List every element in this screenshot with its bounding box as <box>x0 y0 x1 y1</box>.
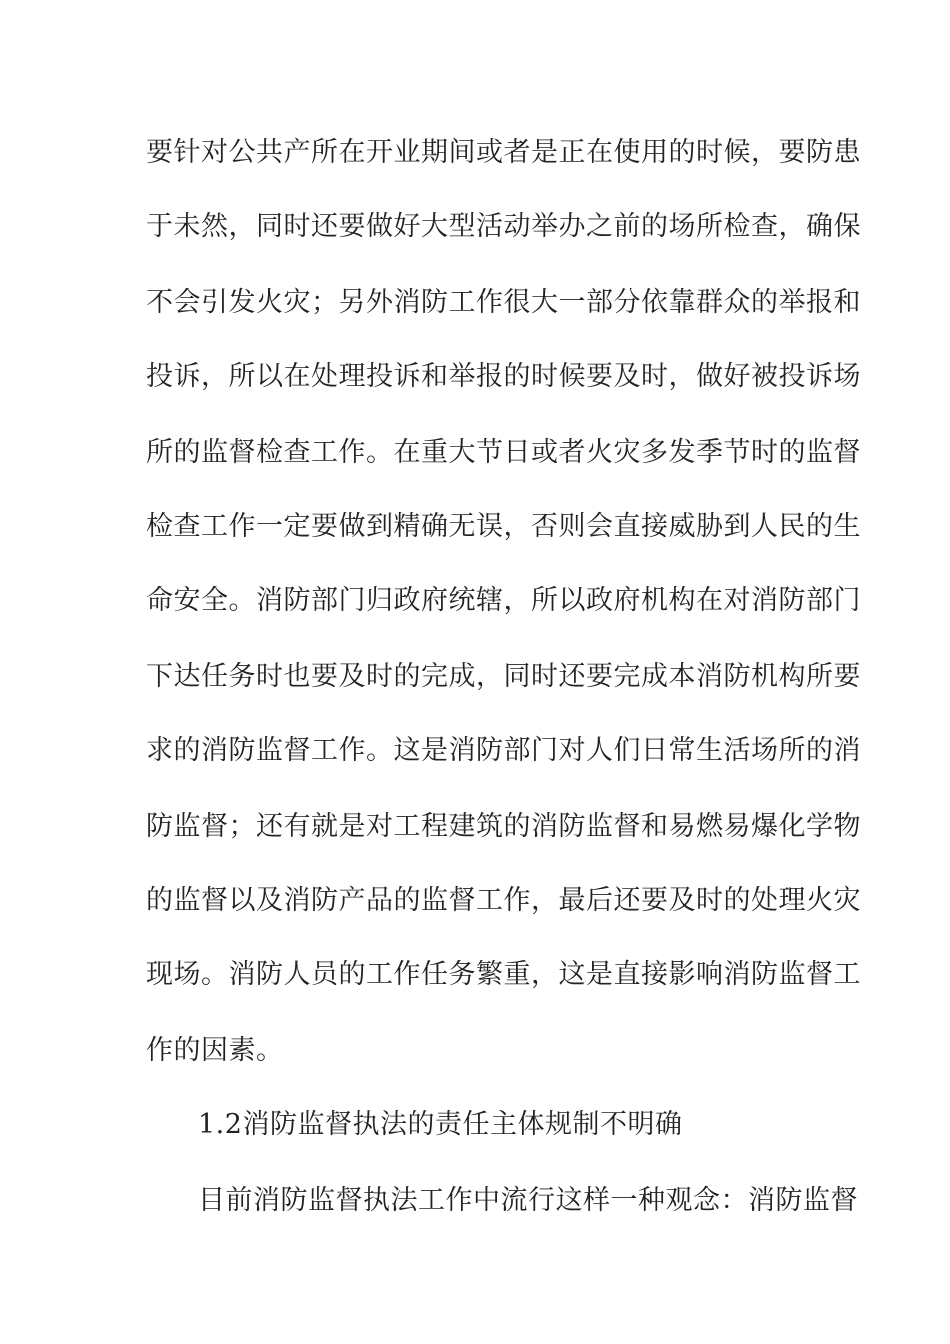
paragraph-line-8: 下达任务时也要及时的完成，同时还要完成本消防机构所要 <box>146 661 861 692</box>
paragraph-line-3: 不会引发火灾；另外消防工作很大一部分依靠群众的举报和 <box>146 287 861 318</box>
paragraph-line-9: 求的消防监督工作。这是消防部门对人们日常生活场所的消 <box>146 735 861 766</box>
paragraph-line-5: 所的监督检查工作。在重大节日或者火灾多发季节时的监督 <box>146 437 861 468</box>
paragraph-line-7: 命安全。消防部门归政府统辖，所以政府机构在对消防部门 <box>146 585 861 616</box>
paragraph-line-4: 投诉，所以在处理投诉和举报的时候要及时，做好被投诉场 <box>146 361 861 392</box>
paragraph-line-11: 的监督以及消防产品的监督工作，最后还要及时的处理火灾 <box>146 885 861 916</box>
paragraph-line-13: 作的因素。 <box>146 1035 284 1066</box>
paragraph-line-1: 要针对公共产所在开业期间或者是正在使用的时候，要防患 <box>146 137 861 168</box>
next-paragraph-line-1: 目前消防监督执法工作中流行这样一种观念：消防监督 <box>198 1185 858 1216</box>
paragraph-line-2: 于未然，同时还要做好大型活动举办之前的场所检查，确保 <box>146 211 861 242</box>
paragraph-line-12: 现场。消防人员的工作任务繁重，这是直接影响消防监督工 <box>146 959 861 990</box>
section-heading: 1.2消防监督执法的责任主体规制不明确 <box>198 1109 683 1140</box>
paragraph-line-6: 检查工作一定要做到精确无误，否则会直接威胁到人民的生 <box>146 511 861 542</box>
paragraph-line-10: 防监督；还有就是对工程建筑的消防监督和易燃易爆化学物 <box>146 811 861 842</box>
